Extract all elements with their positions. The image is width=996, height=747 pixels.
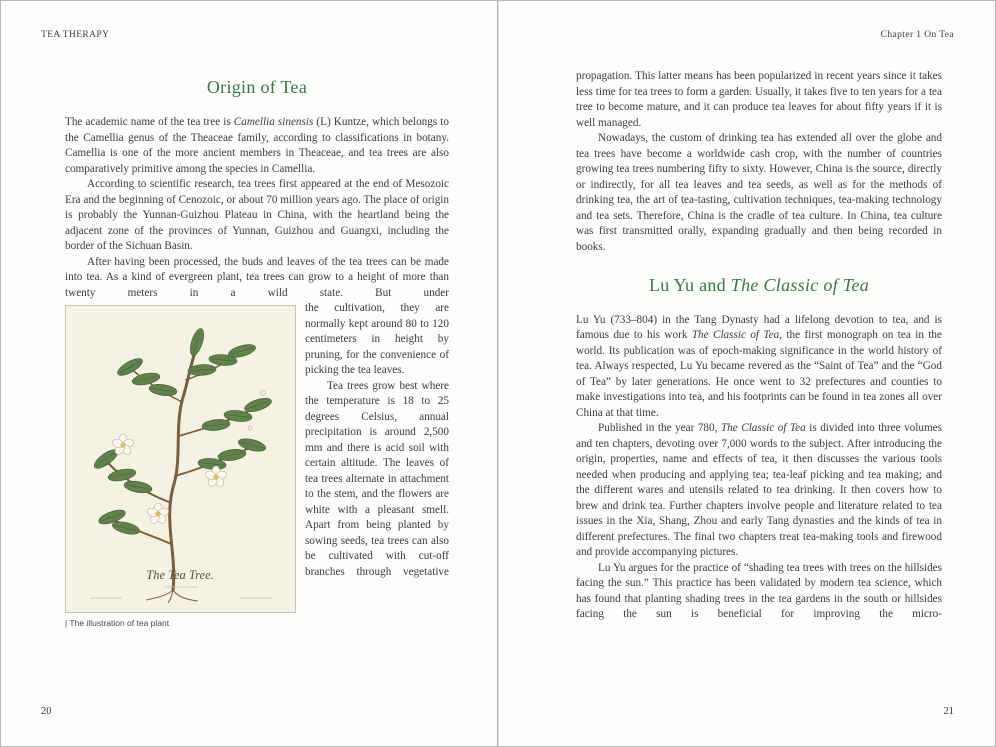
paragraph: Lu Yu argues for the practice of “shading tea trees with trees on the hillsides facing the sun.” This practice has been validated by modern tea science, which has found that planting shading trees in the tea gardens in the south or hillsides facing the sun is beneficial for improving the micro- [576,561,942,620]
figure-caption: | The illustration of tea plant [65,618,170,628]
running-head-left: TEA THERAPY [41,30,110,40]
page-right [498,1,995,746]
paragraph: Tea trees grow best where the temperature is 18 to 25 degrees Celsius, annual precipitation is around 2,500 mm and there is acid soil with certain altitude. The leaves of tea trees alternate in attachment to the stem, and the flowers are white with a pleasant smell. Apart from being planted by sowing seeds, tea trees can also be cultivated with cut-off branches through vegetative [305,379,449,578]
section-title-italic-part: The Classic of Tea [730,275,870,295]
paragraph: Lu Yu (733–804) in the Tang Dynasty had a lifelong devotion to tea, and is famous due to his work The Classic of Tea, the first monograph on tea in the world. Its publication was of epoch-making significance in the world history of tea. Always respected, Lu Yu became revered as the “Saint of Tea” and the “God of Tea” by later generations. He once went to 32 prefectures and counties to make investigations into tea, and his footprints can be found in tea zones all over China at that time. [576,313,942,419]
paragraph: Published in the year 780, The Classic of Tea is divided into three volumes and ten chapters, devoting over 7,000 words to the subject. After introducing the origin, properties, name and effects of tea, it then discusses the various tools needed when producing and applying tea; tea-leaf picking and tea making; and the different wares and utensils related to tea drinking. It then covers how to brew and drink tea. Further chapters involve people and literature related to tea issues in the Xia, Shang, Zhou and early Tang dynasties and the kinds of tea in different prefectures. The final two chapters treat tea-making tools and firewood and provide accompanying pictures. [576,422,942,558]
paragraph: According to scientific research, tea trees first appeared at the end of Mesozoic Era and the beginning of Cenozoic, or about 70 million years ago. The place of origin is probably the Yunnan-Guizhou Plateau in China, with the heartland being the adjacent zone of the provinces of Yunnan, Guizhou and Guangxi, including the border of the Sichuan Basin. [65,178,449,252]
paragraph: propagation. This latter means has been popularized in recent years since it takes less time for tea trees to form a garden. Usually, it takes five to ten years for a tea tree to become mature, and it can produce tea leaves for about fifty years if it is well managed. [576,70,942,129]
paragraph: The academic name of the tea tree is Camellia sinensis (L) Kuntze, which belongs to the Camellia genus of the Theaceae family, according to classifications in botany. Camellia is one of the more ancient members in Theaceae, and tea trees are also comparatively primitive among the species in Camellia. [65,116,450,175]
text-block-left [65,115,449,631]
running-head-right: Chapter 1 On Tea [880,30,954,40]
paragraph: the cultivation, they are normally kept around 80 to 120 centimeters in height by pruning, for the convenience of picking the tea leaves. [305,302,449,376]
tea-plant-drawing [66,306,295,612]
page-number-right: 21 [943,706,954,717]
page-left [1,1,498,746]
figure-title-text: The Tea Tree. [146,568,214,582]
tea-plant-illustration [65,305,296,613]
section-title-origin-of-tea: Origin of Tea [206,77,308,97]
paragraph: Nowadays, the custom of drinking tea has extended all over the globe and tea trees have become a worldwide cash crop, with the number of countries growing tea trees numbering fifty to sixty. However, China is the source, directly or indirectly, for all tea leaves and tea seeds, as well as for the methods of drinking tea, the art of tea-tasting, cultivation techniques, tea-making technology and tea sets. Therefore, China is the cradle of tea culture. In China, tea culture was first transmitted orally, expanding gradually and then being recorded in books. [576,132,942,253]
section-title-lu-yu [576,275,942,295]
tea-plant-figure [65,305,296,629]
section-title-normal-part: Lu Yu and [648,275,731,295]
paragraph: After having been processed, the buds and leaves of the tea trees can be made into tea. As a kind of evergreen plant, tea trees can grow to a height of more than twenty meters in a wild state. But under [65,255,449,299]
page-number-left: 20 [41,706,52,717]
text-block-right [576,69,942,623]
